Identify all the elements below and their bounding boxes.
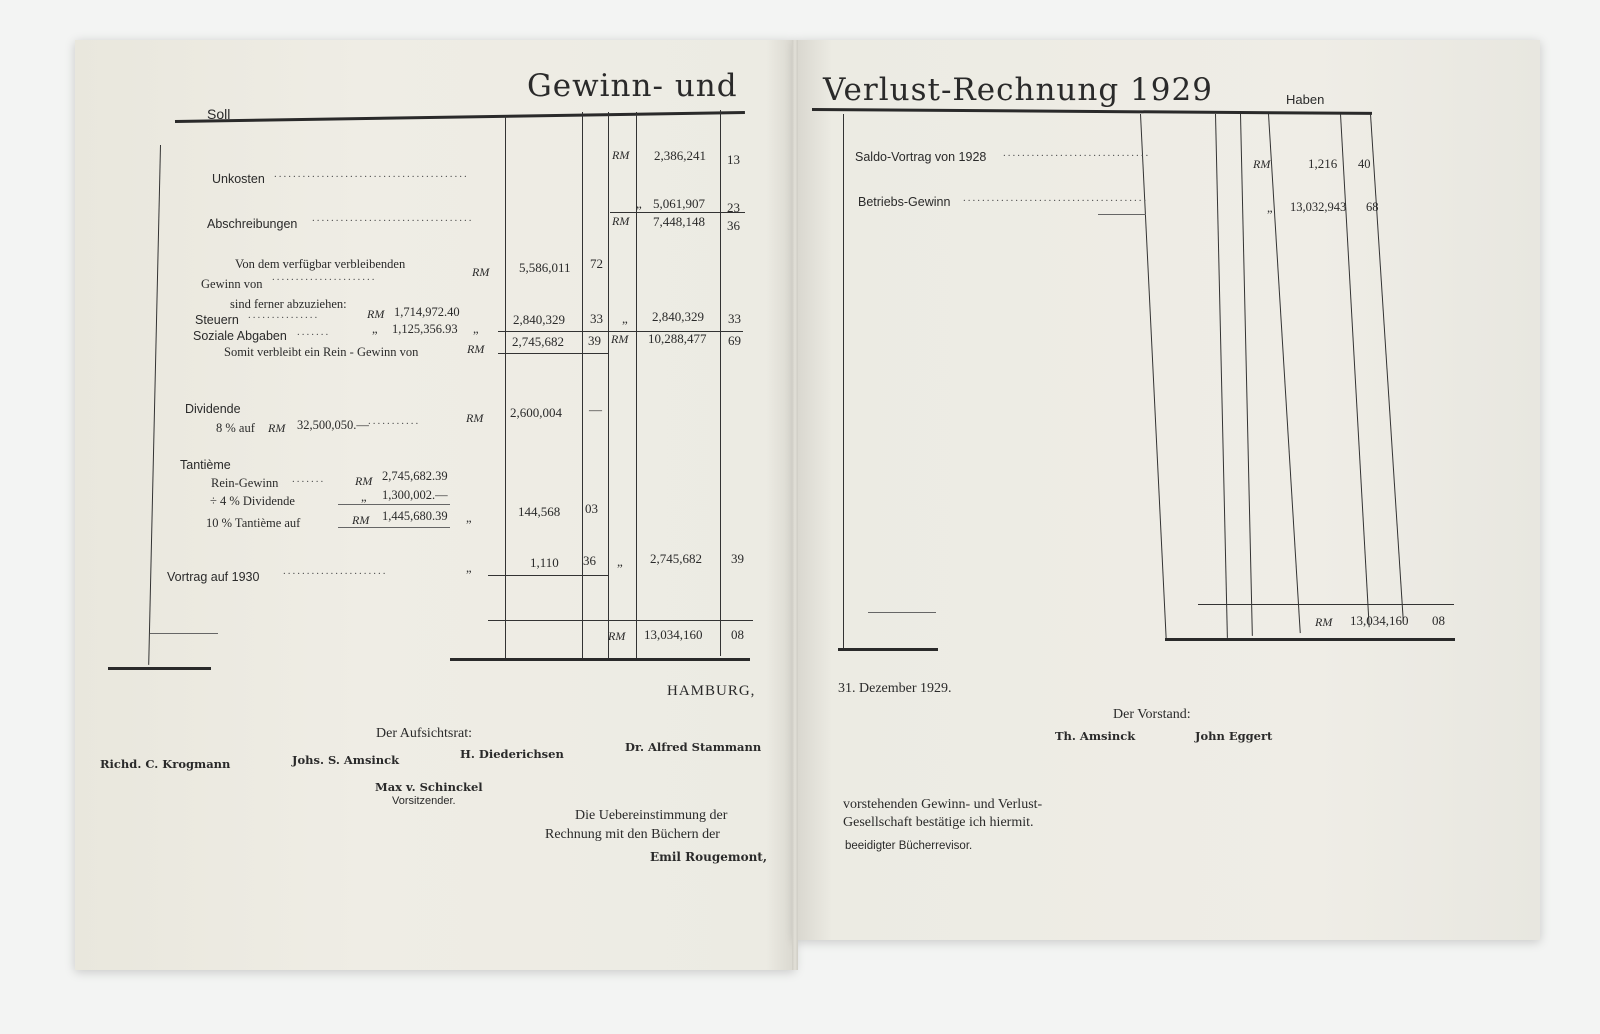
title-right: Verlust-Rechnung 1929	[823, 72, 1213, 108]
ditto-mark: „	[1267, 201, 1273, 215]
steuern-value: 1,714,972.40	[394, 305, 460, 319]
rm-mark: RM	[472, 265, 490, 279]
right-total-amount: 13,034,160	[1350, 613, 1409, 628]
ditto-mark: „	[466, 561, 472, 575]
ditto-mark: „	[466, 511, 472, 525]
auditor-title: beeidigter Bücherrevisor.	[845, 840, 973, 852]
signer-krogmann: Richd. C. Krogmann	[100, 757, 231, 771]
ditto-mark: „	[473, 322, 479, 336]
verbleibend-line1: Von dem verfügbar verbleibenden	[235, 257, 406, 271]
col-rule	[720, 110, 721, 656]
dividende-detail: 8 % auf	[216, 421, 255, 435]
sub-rule	[1098, 214, 1146, 215]
signer-diederichsen: H. Diederichsen	[460, 747, 564, 761]
verbleibend-line2: Gewinn von	[201, 277, 263, 291]
verbleibend-amount: 5,586,011	[519, 260, 571, 275]
aufsichtsrat-heading: Der Aufsichtsrat:	[376, 726, 473, 741]
rm-mark: RM	[608, 629, 626, 643]
leader-dots: ......................	[283, 565, 388, 577]
soziale-label: Soziale Abgaben	[193, 329, 287, 343]
book-spine	[792, 40, 798, 970]
col-rule	[608, 112, 609, 658]
abzuziehen-label: sind ferner abzuziehen:	[230, 297, 347, 311]
rm-mark: RM	[268, 421, 286, 435]
verbleibend-cents: 72	[590, 256, 603, 271]
leader-dots: .......................................	[963, 192, 1149, 204]
saldo-amount: 1,216	[1308, 156, 1338, 171]
soziale-value: 1,125,356.93	[392, 322, 458, 336]
end-rule	[868, 612, 936, 613]
rein-cents: 39	[588, 333, 601, 348]
saldo-cents: 40	[1358, 157, 1371, 171]
vortrag-cents2: 39	[731, 551, 744, 566]
unkosten-label: Unkosten	[212, 172, 265, 186]
right-audit-line2: Gesellschaft bestätige ich hiermit.	[843, 815, 1034, 830]
right-audit-line1: vorstehenden Gewinn- und Verlust-	[843, 797, 1043, 812]
steuern-cents2: 33	[728, 311, 741, 326]
tantieme-t-value: 1,445,680.39	[382, 509, 448, 523]
auditor-name: Emil Rougemont,	[650, 850, 768, 864]
betrieb-cents: 68	[1366, 200, 1379, 214]
ditto-mark: „	[372, 322, 378, 336]
total-rule	[1165, 638, 1455, 641]
ditto-mark: „	[617, 554, 623, 569]
soziale-cents2: 69	[728, 333, 741, 348]
col-rule	[582, 112, 583, 660]
leader-dots: .......	[297, 326, 331, 338]
ditto-mark: „	[622, 311, 628, 326]
leader-dots: ...............	[248, 309, 320, 321]
betrieb-amount: 13,032,943	[1290, 200, 1347, 214]
haben-label: Haben	[1286, 92, 1325, 107]
audit-line1: Die Uebereinstimmung der	[575, 808, 728, 823]
rm-mark: RM	[466, 411, 484, 425]
leader-dots: .......	[292, 473, 326, 485]
tantieme-div-label: ÷ 4 % Dividende	[210, 494, 295, 508]
rm-mark: RM	[612, 148, 630, 162]
total-rule-short	[838, 648, 938, 651]
signer-stammann: Dr. Alfred Stammann	[625, 740, 762, 754]
sub-rule	[338, 527, 450, 528]
rm-mark: RM	[612, 214, 630, 228]
vortrag-label: Vortrag auf 1930	[167, 570, 260, 584]
rm-mark: RM	[611, 332, 629, 346]
abschreibungen-cents: 23	[727, 200, 740, 215]
dividende-amount: 2,600,004	[510, 405, 562, 420]
vortrag-amount: 1,110	[530, 555, 559, 570]
vorstand-heading: Der Vorstand:	[1113, 707, 1191, 722]
unkosten-amount: 2,386,241	[654, 148, 706, 163]
right-total-cents: 08	[1432, 613, 1445, 628]
saldo-label: Saldo-Vortrag von 1928	[855, 150, 987, 164]
left-total-amount: 13,034,160	[644, 627, 703, 642]
left-total-cents: 08	[731, 627, 744, 642]
steuern-amount2: 2,840,329	[652, 309, 704, 324]
sum-rule	[488, 575, 608, 576]
rein-label: Somit verbleibt ein Rein - Gewinn von	[224, 345, 419, 359]
abschreibungen-sum-cents: 36	[727, 218, 740, 233]
rm-mark: RM	[355, 474, 373, 488]
steuern-cents: 33	[590, 311, 603, 326]
abschreibungen-label: Abschreibungen	[207, 217, 298, 231]
dividende-label: Dividende	[185, 402, 241, 416]
col-rule	[843, 114, 844, 649]
steuern-label: Steuern	[195, 313, 239, 327]
audit-line2: Rechnung mit den Büchern der	[545, 827, 720, 842]
ditto-mark: „	[636, 196, 642, 211]
signer-amsinck: Johs. S. Amsinck	[292, 753, 400, 767]
chair-name: Max v. Schinckel	[375, 780, 483, 794]
vortrag-cents: 36	[583, 553, 596, 568]
end-rule	[150, 633, 218, 634]
city: HAMBURG,	[667, 683, 756, 699]
soll-label: Soll	[207, 106, 231, 122]
leader-dots: .........................................	[274, 168, 469, 180]
tantieme-rein-value: 2,745,682.39	[382, 469, 448, 483]
tantieme-cents: 03	[585, 501, 598, 516]
leader-dots: ......................	[272, 271, 377, 283]
dividende-base: 32,500,050.—	[297, 418, 369, 432]
leader-dots: ..................................	[312, 212, 474, 224]
tantieme-label: Tantième	[180, 458, 231, 472]
betrieb-label: Betriebs-Gewinn	[858, 195, 951, 209]
rm-mark: RM	[467, 342, 485, 356]
col-rule	[505, 116, 506, 661]
title-left: Gewinn- und	[527, 68, 738, 104]
total-rule	[450, 658, 750, 661]
sum-rule	[498, 353, 608, 354]
rm-mark: RM	[367, 307, 385, 321]
leader-dots: ...........	[368, 415, 421, 427]
member-eggert: John Eggert	[1195, 729, 1273, 743]
abschreibungen-amount: 5,061,907	[653, 196, 705, 211]
tantieme-rein-label: Rein-Gewinn	[211, 476, 279, 490]
tantieme-t-label: 10 % Tantième auf	[206, 516, 301, 530]
total-rule-short	[108, 667, 211, 670]
ditto-mark: „	[361, 490, 367, 504]
sum-rule	[488, 620, 753, 621]
date: 31. Dezember 1929.	[838, 681, 952, 696]
dividende-cents: —	[589, 402, 602, 417]
rm-mark: RM	[1253, 157, 1271, 171]
rein-amount: 2,745,682	[512, 334, 564, 349]
col-rule	[636, 112, 637, 658]
steuern-amount: 2,840,329	[513, 312, 565, 327]
sub-rule	[338, 504, 450, 505]
vortrag-amount2: 2,745,682	[650, 551, 702, 566]
rm-mark: RM	[352, 513, 370, 527]
soziale-amount2: 10,288,477	[648, 331, 707, 346]
rm-mark: RM	[1315, 615, 1333, 629]
member-amsinck: Th. Amsinck	[1055, 729, 1136, 743]
tantieme-div-value: 1,300,002.—	[382, 488, 448, 502]
chair-title: Vorsitzender.	[392, 795, 456, 807]
leader-dots: ...............................	[1003, 147, 1151, 159]
sum-rule	[1198, 604, 1454, 605]
unkosten-cents: 13	[727, 152, 740, 167]
tantieme-amount: 144,568	[518, 504, 561, 519]
abschreibungen-sum: 7,448,148	[653, 214, 705, 229]
